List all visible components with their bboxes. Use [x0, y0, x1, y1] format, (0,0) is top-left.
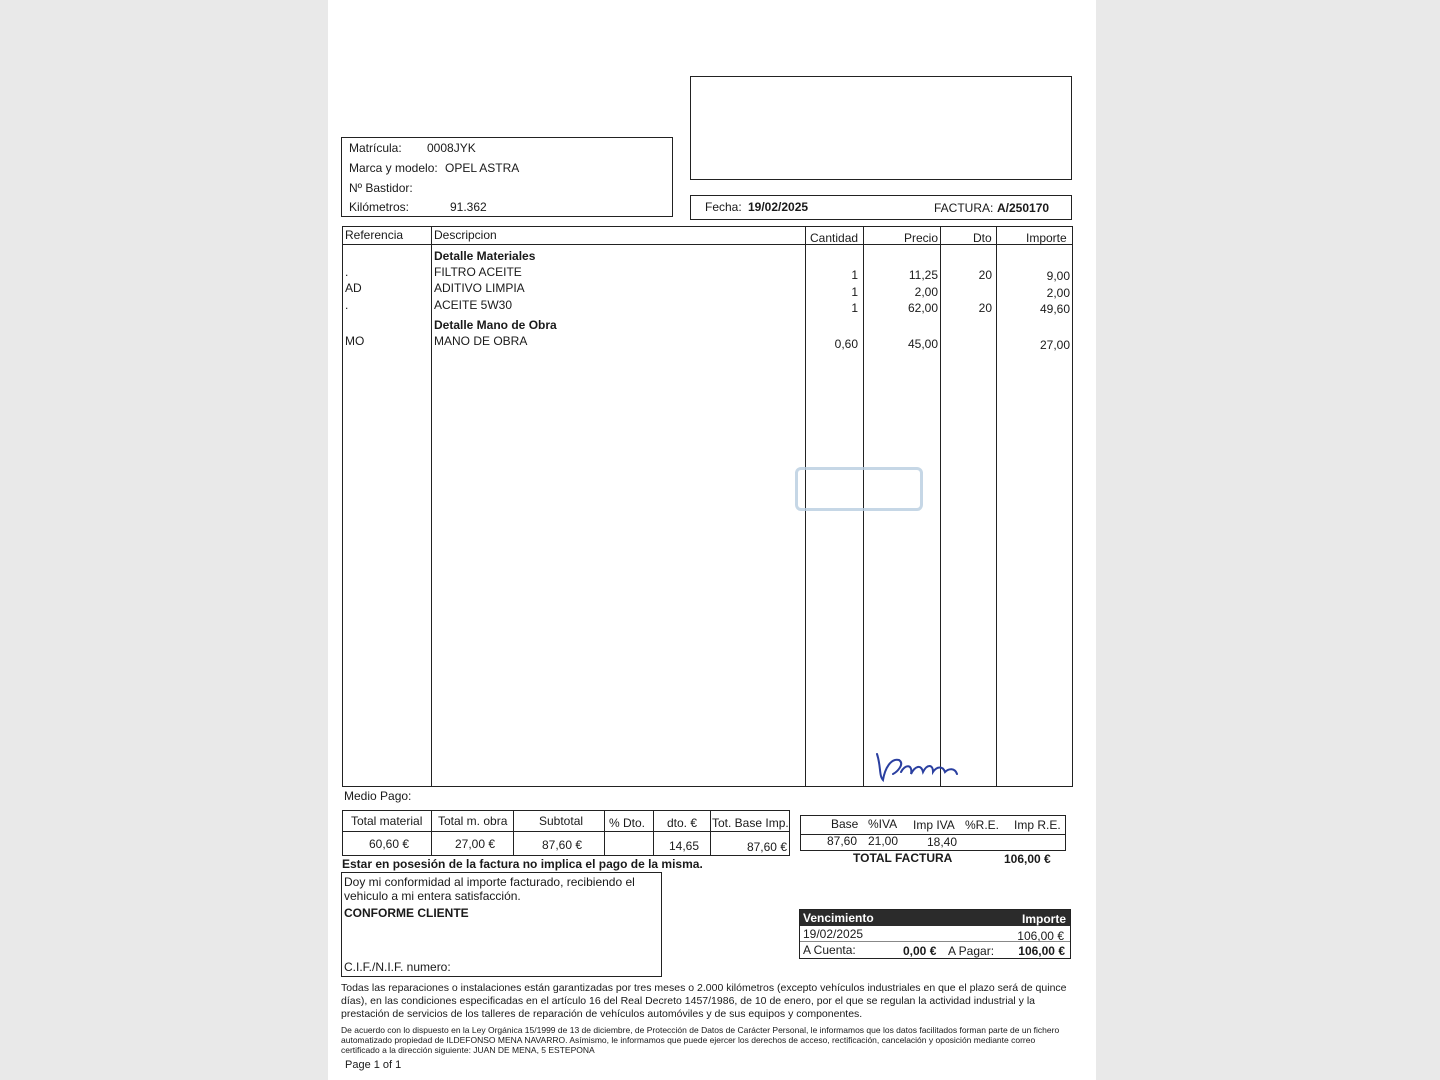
tax-header: %R.E.	[965, 818, 1000, 832]
table-row-amount: 2,00	[1046, 286, 1070, 300]
table-row-ref: MO	[345, 334, 365, 348]
plate-label: Matrícula:	[349, 141, 402, 155]
invoice-meta-box	[690, 195, 1072, 220]
invoice-number-value: A/250170	[997, 201, 1050, 215]
table-row-price: 11,25	[908, 268, 938, 282]
table-row-desc: ADITIVO LIMPIA	[434, 281, 525, 295]
table-row-ref: .	[345, 265, 349, 279]
totals-header: Tot. Base Imp.	[712, 816, 789, 830]
invoice-number-label: FACTURA:	[934, 201, 994, 215]
table-row-desc: FILTRO ACEITE	[434, 265, 522, 279]
header-dto: Dto	[973, 231, 992, 245]
tax-value: 21,00	[868, 834, 899, 848]
due-date: 19/02/2025	[803, 927, 864, 941]
total-invoice-label: TOTAL FACTURA	[853, 851, 953, 865]
table-row-ref: .	[345, 298, 349, 312]
due-header-right: Importe	[1021, 912, 1066, 926]
tax-header: Imp R.E.	[1014, 818, 1061, 832]
tax-table	[800, 815, 1066, 851]
conformity-box	[341, 872, 662, 977]
vin-label: Nº Bastidor:	[349, 181, 413, 195]
totals-value: 14,65	[669, 839, 700, 853]
date-label: Fecha:	[705, 200, 742, 214]
tax-value: 18,40	[927, 835, 958, 849]
totals-value: 87,60 €	[542, 838, 583, 852]
to-pay-value: 106,00 €	[1018, 944, 1065, 958]
payment-method-label: Medio Pago:	[344, 789, 412, 803]
totals-header: Total m. obra	[438, 814, 508, 828]
table-row-amount: 9,00	[1046, 269, 1070, 283]
tax-header: Base	[831, 817, 859, 831]
totals-header: % Dto.	[609, 816, 646, 830]
header-descripcion: Descripcion	[434, 228, 497, 242]
to-pay-label: A Pagar:	[948, 944, 995, 958]
km-label: Kilómetros:	[349, 200, 410, 214]
totals-table	[342, 810, 790, 856]
table-row-price: 62,00	[907, 301, 938, 315]
date-value: 19/02/2025	[748, 200, 809, 214]
totals-header: Subtotal	[539, 814, 584, 828]
header-importe: Importe	[1026, 231, 1067, 245]
header-referencia: Referencia	[345, 228, 404, 242]
table-row-ref: AD	[345, 281, 362, 295]
on-account-label: A Cuenta:	[803, 943, 856, 957]
warranty-text: Todas las reparaciones o instalaciones están garantizadas por tres meses o 2.000 kilómetros (excepto vehículos industriales en que el plazo será de quince días), en las condiciones especificadas en el artículo 16 del Real Decreto 1457/1986, de 10 de enero, por el que se regulan la actividad industrial y la prestación de servicios de los talleres de reparación de vehículos automóviles y de sus equipos y componentes.	[341, 982, 1067, 1020]
signature-mark	[871, 746, 966, 786]
totals-header: Total material	[351, 814, 423, 828]
totals-header: dto. €	[667, 816, 698, 830]
due-box	[799, 909, 1071, 959]
tax-value: 87,60	[827, 834, 858, 848]
totals-value: 27,00 €	[455, 837, 496, 851]
cif-label: C.I.F./N.I.F. numero:	[344, 960, 451, 974]
table-row-dto: 20	[978, 301, 992, 315]
header-cantidad: Cantidad	[810, 231, 859, 245]
model-value: OPEL ASTRA	[445, 161, 520, 175]
stamp-mark	[795, 467, 923, 511]
invoice-page	[328, 0, 1096, 1080]
section-labor: Detalle Mano de Obra	[434, 318, 557, 332]
table-row-price: 45,00	[907, 337, 938, 351]
privacy-text: De acuerdo con lo dispuesto en la Ley Orgánica 15/1999 de 13 de diciembre, de Protección de Datos de Carácter Personal, le informamos que los datos facilitados forman parte de un fichero automatizado propiedad de ILDEFONSO MENA NAVARRO. Asímismo, le informamos que puede ejercer los derechos de acceso, rectificación, cancelación y oposición mediante correo certificado a la dirección siguiente: JUAN DE MENA, 5 ESTEPONA	[341, 1025, 1060, 1055]
table-row-qty: 0,60	[834, 337, 858, 351]
table-row-price: 2,00	[914, 285, 938, 299]
tax-header: %IVA	[868, 817, 898, 831]
table-row-amount: 27,00	[1039, 338, 1070, 352]
tax-header: Imp IVA	[913, 818, 955, 832]
due-header-left: Vencimiento	[803, 911, 874, 925]
total-invoice-value: 106,00 €	[1004, 852, 1051, 866]
section-materials: Detalle Materiales	[434, 249, 536, 263]
plate-value: 0008JYK	[427, 141, 476, 155]
table-row-dto: 20	[978, 268, 992, 282]
items-table	[342, 226, 1073, 787]
conformity-text: Doy mi conformidad al importe facturado, recibiendo el vehiculo a mi entera satisfacción.	[344, 875, 635, 903]
table-row-desc: MANO DE OBRA	[434, 334, 528, 348]
model-label: Marca y modelo:	[349, 161, 438, 175]
vehicle-box	[341, 137, 673, 217]
table-row-desc: ACEITE 5W30	[434, 298, 513, 312]
table-row-amount: 49,60	[1039, 302, 1070, 316]
company-box	[690, 76, 1072, 180]
table-row-qty: 1	[851, 285, 858, 299]
conformity-title: CONFORME CLIENTE	[344, 906, 469, 920]
header-precio: Precio	[904, 231, 939, 245]
totals-value: 87,60 €	[746, 840, 787, 854]
km-value: 91.362	[450, 200, 487, 214]
due-amount: 106,00 €	[1017, 929, 1064, 943]
payment-notice: Estar en posesión de la factura no implica el pago de la misma.	[342, 857, 703, 871]
totals-value: 60,60 €	[369, 837, 410, 851]
on-account-value: 0,00 €	[903, 944, 937, 958]
table-row-qty: 1	[851, 301, 858, 315]
page-number: Page 1 of 1	[345, 1059, 402, 1071]
table-row-qty: 1	[851, 268, 858, 282]
